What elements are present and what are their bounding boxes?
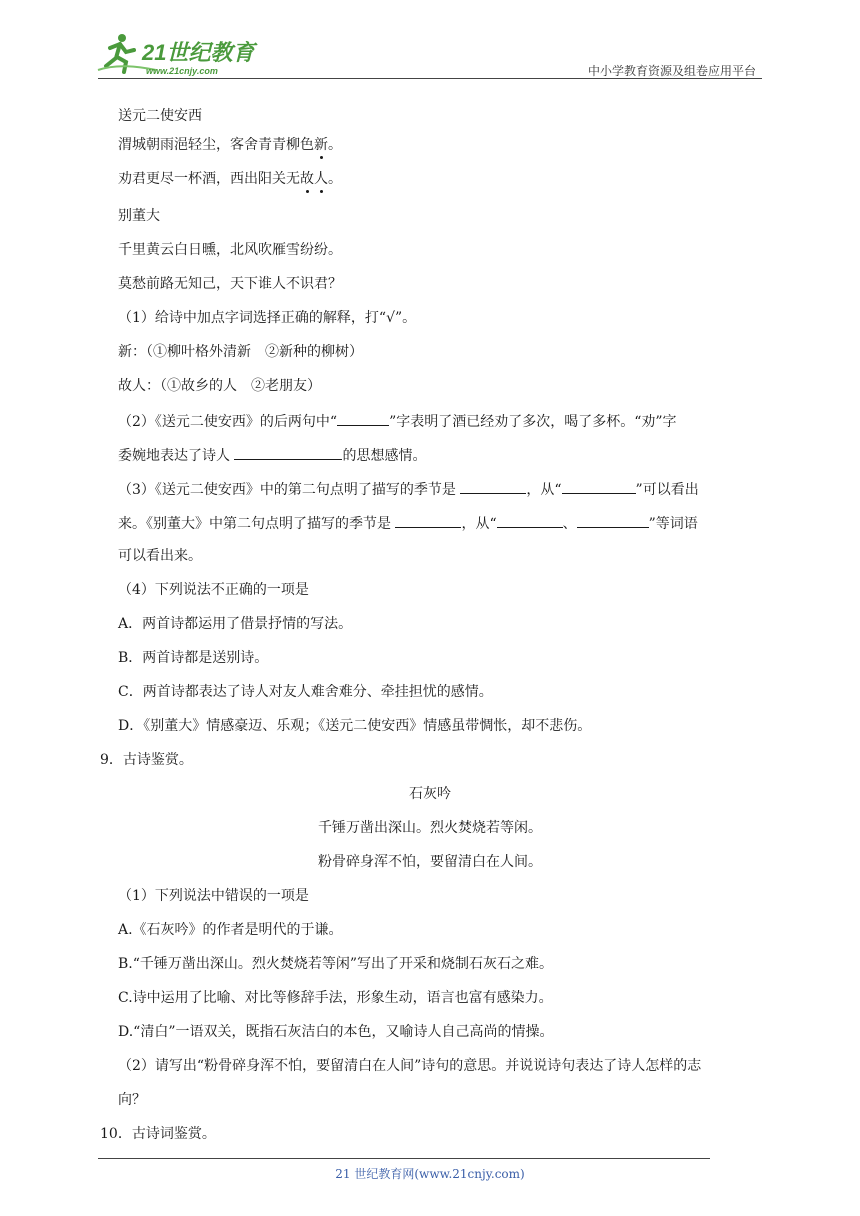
poem1-line2-end: 。 <box>328 171 342 187</box>
answer-blank[interactable] <box>562 478 636 494</box>
dotted-char-xin: 新 <box>314 137 328 153</box>
q8-part3-text-a: （3）《送元二使安西》中的第二句点明了描写的季节是 <box>118 482 461 498</box>
q8-part2-text-b: ”字表明了酒已经劝了多次，喝了多杯。“劝”字 <box>389 414 677 430</box>
q8-part3-text-g: ”等词语 <box>648 516 698 532</box>
q8-part3-text-e: ，从“ <box>461 516 497 532</box>
logo-url: www.21cnjy.com <box>146 66 218 76</box>
q9-heading: 9．古诗鉴赏。 <box>100 752 193 768</box>
q9-part2-line1: （2）请写出“粉骨碎身浑不怕，要留清白在人间”诗句的意思。并说说诗句表达了诗人怎样的志 <box>118 1058 702 1074</box>
q8-part3-text-b: ，从“ <box>526 482 562 498</box>
q9-option-a: A.《石灰吟》的作者是明代的于谦。 <box>118 922 343 938</box>
poem1-line2 <box>118 169 342 189</box>
q8-part3-text-f: 、 <box>562 516 577 532</box>
q9-poem-line1: 千锤万凿出深山。烈火焚烧若等闲。 <box>318 820 542 836</box>
q8-part2-line2 <box>118 444 426 466</box>
q9-poem-line2: 粉骨碎身浑不怕，要留清白在人间。 <box>318 854 542 870</box>
poem1-line1-text: 渭城朝雨浥轻尘，客舍青青柳色 <box>118 137 314 153</box>
dotted-char-gu: 故 <box>300 171 314 187</box>
answer-blank[interactable] <box>337 410 389 426</box>
header-platform-name: 中小学教育资源及组卷应用平台 <box>587 64 756 78</box>
q8-part2-text-c: 委婉地表达了诗人 <box>118 448 235 464</box>
footer-divider <box>98 1158 710 1159</box>
logo-text: 21世纪教育 <box>142 40 255 65</box>
q8-part3-line1 <box>118 478 699 500</box>
poem1-line2-text: 劝君更尽一杯酒，西出阳关无 <box>118 171 300 187</box>
q8-option-a: A．两首诗都运用了借景抒情的写法。 <box>118 616 353 632</box>
q10-heading: 10．古诗词鉴赏。 <box>100 1126 216 1142</box>
q8-part3-line3: 可以看出来。 <box>118 548 202 564</box>
q8-part2-text-d: 的思想感情。 <box>342 448 427 464</box>
poem2-title: 别董大 <box>118 208 160 224</box>
q9-option-c: C.诗中运用了比喻、对比等修辞手法，形象生动，语言也富有感染力。 <box>118 990 553 1006</box>
q8-option-b: B．两首诗都是送别诗。 <box>118 650 269 666</box>
poem1-line1-end: 。 <box>328 137 342 153</box>
q8-part2-line1 <box>118 410 677 432</box>
q8-part1-guren: 故人：（①故乡的人 ②老朋友） <box>118 378 321 394</box>
q9-part2-line2: 向？ <box>118 1092 146 1108</box>
q9-option-b: B.“千锤万凿出深山。烈火焚烧若等闲”写出了开采和烧制石灰石之难。 <box>118 956 554 972</box>
footer-site-link[interactable]: 21 世纪教育网(www.21cnjy.com) <box>335 1167 525 1181</box>
answer-blank[interactable] <box>497 512 563 528</box>
q8-part3-line2 <box>118 512 698 534</box>
poem2-line2: 莫愁前路无知己，天下谁人不识君？ <box>118 276 342 292</box>
header-divider <box>98 78 762 79</box>
q8-part1-xin: 新：（①柳叶格外清新 ②新种的柳树） <box>118 344 363 360</box>
q9-part1: （1）下列说法中错误的一项是 <box>118 888 309 904</box>
q9-option-d: D.“清白”一语双关，既指石灰洁白的本色，又喻诗人自己高尚的情操。 <box>118 1024 554 1040</box>
q8-part3-text-d: 来。《别董大》中第二句点明了描写的季节是 <box>118 516 396 532</box>
answer-blank[interactable] <box>460 478 526 494</box>
dotted-char-ren: 人 <box>314 171 328 187</box>
q9-poem-title: 石灰吟 <box>409 786 451 802</box>
q8-part4: （4）下列说法不正确的一项是 <box>118 582 309 598</box>
q8-part1: （1）给诗中加点字词选择正确的解释，打“√”。 <box>118 310 417 326</box>
answer-blank[interactable] <box>234 444 342 460</box>
poem2-line1: 千里黄云白日曛，北风吹雁雪纷纷。 <box>118 242 342 258</box>
answer-blank[interactable] <box>395 512 461 528</box>
q8-option-d: D．《别董大》情感豪迈、乐观；《送元二使安西》情感虽带惆怅，却不悲伤。 <box>118 718 592 734</box>
answer-blank[interactable] <box>577 512 649 528</box>
poem1-title: 送元二使安西 <box>118 108 202 124</box>
q8-part3-text-c: ”可以看出 <box>635 482 699 498</box>
poem1-line1 <box>118 135 342 155</box>
q8-option-c: C．两首诗都表达了诗人对友人难舍难分、牵挂担忧的感情。 <box>118 684 493 700</box>
q8-part2-text-a: （2）《送元二使安西》的后两句中“ <box>118 414 338 430</box>
site-logo <box>96 30 266 78</box>
